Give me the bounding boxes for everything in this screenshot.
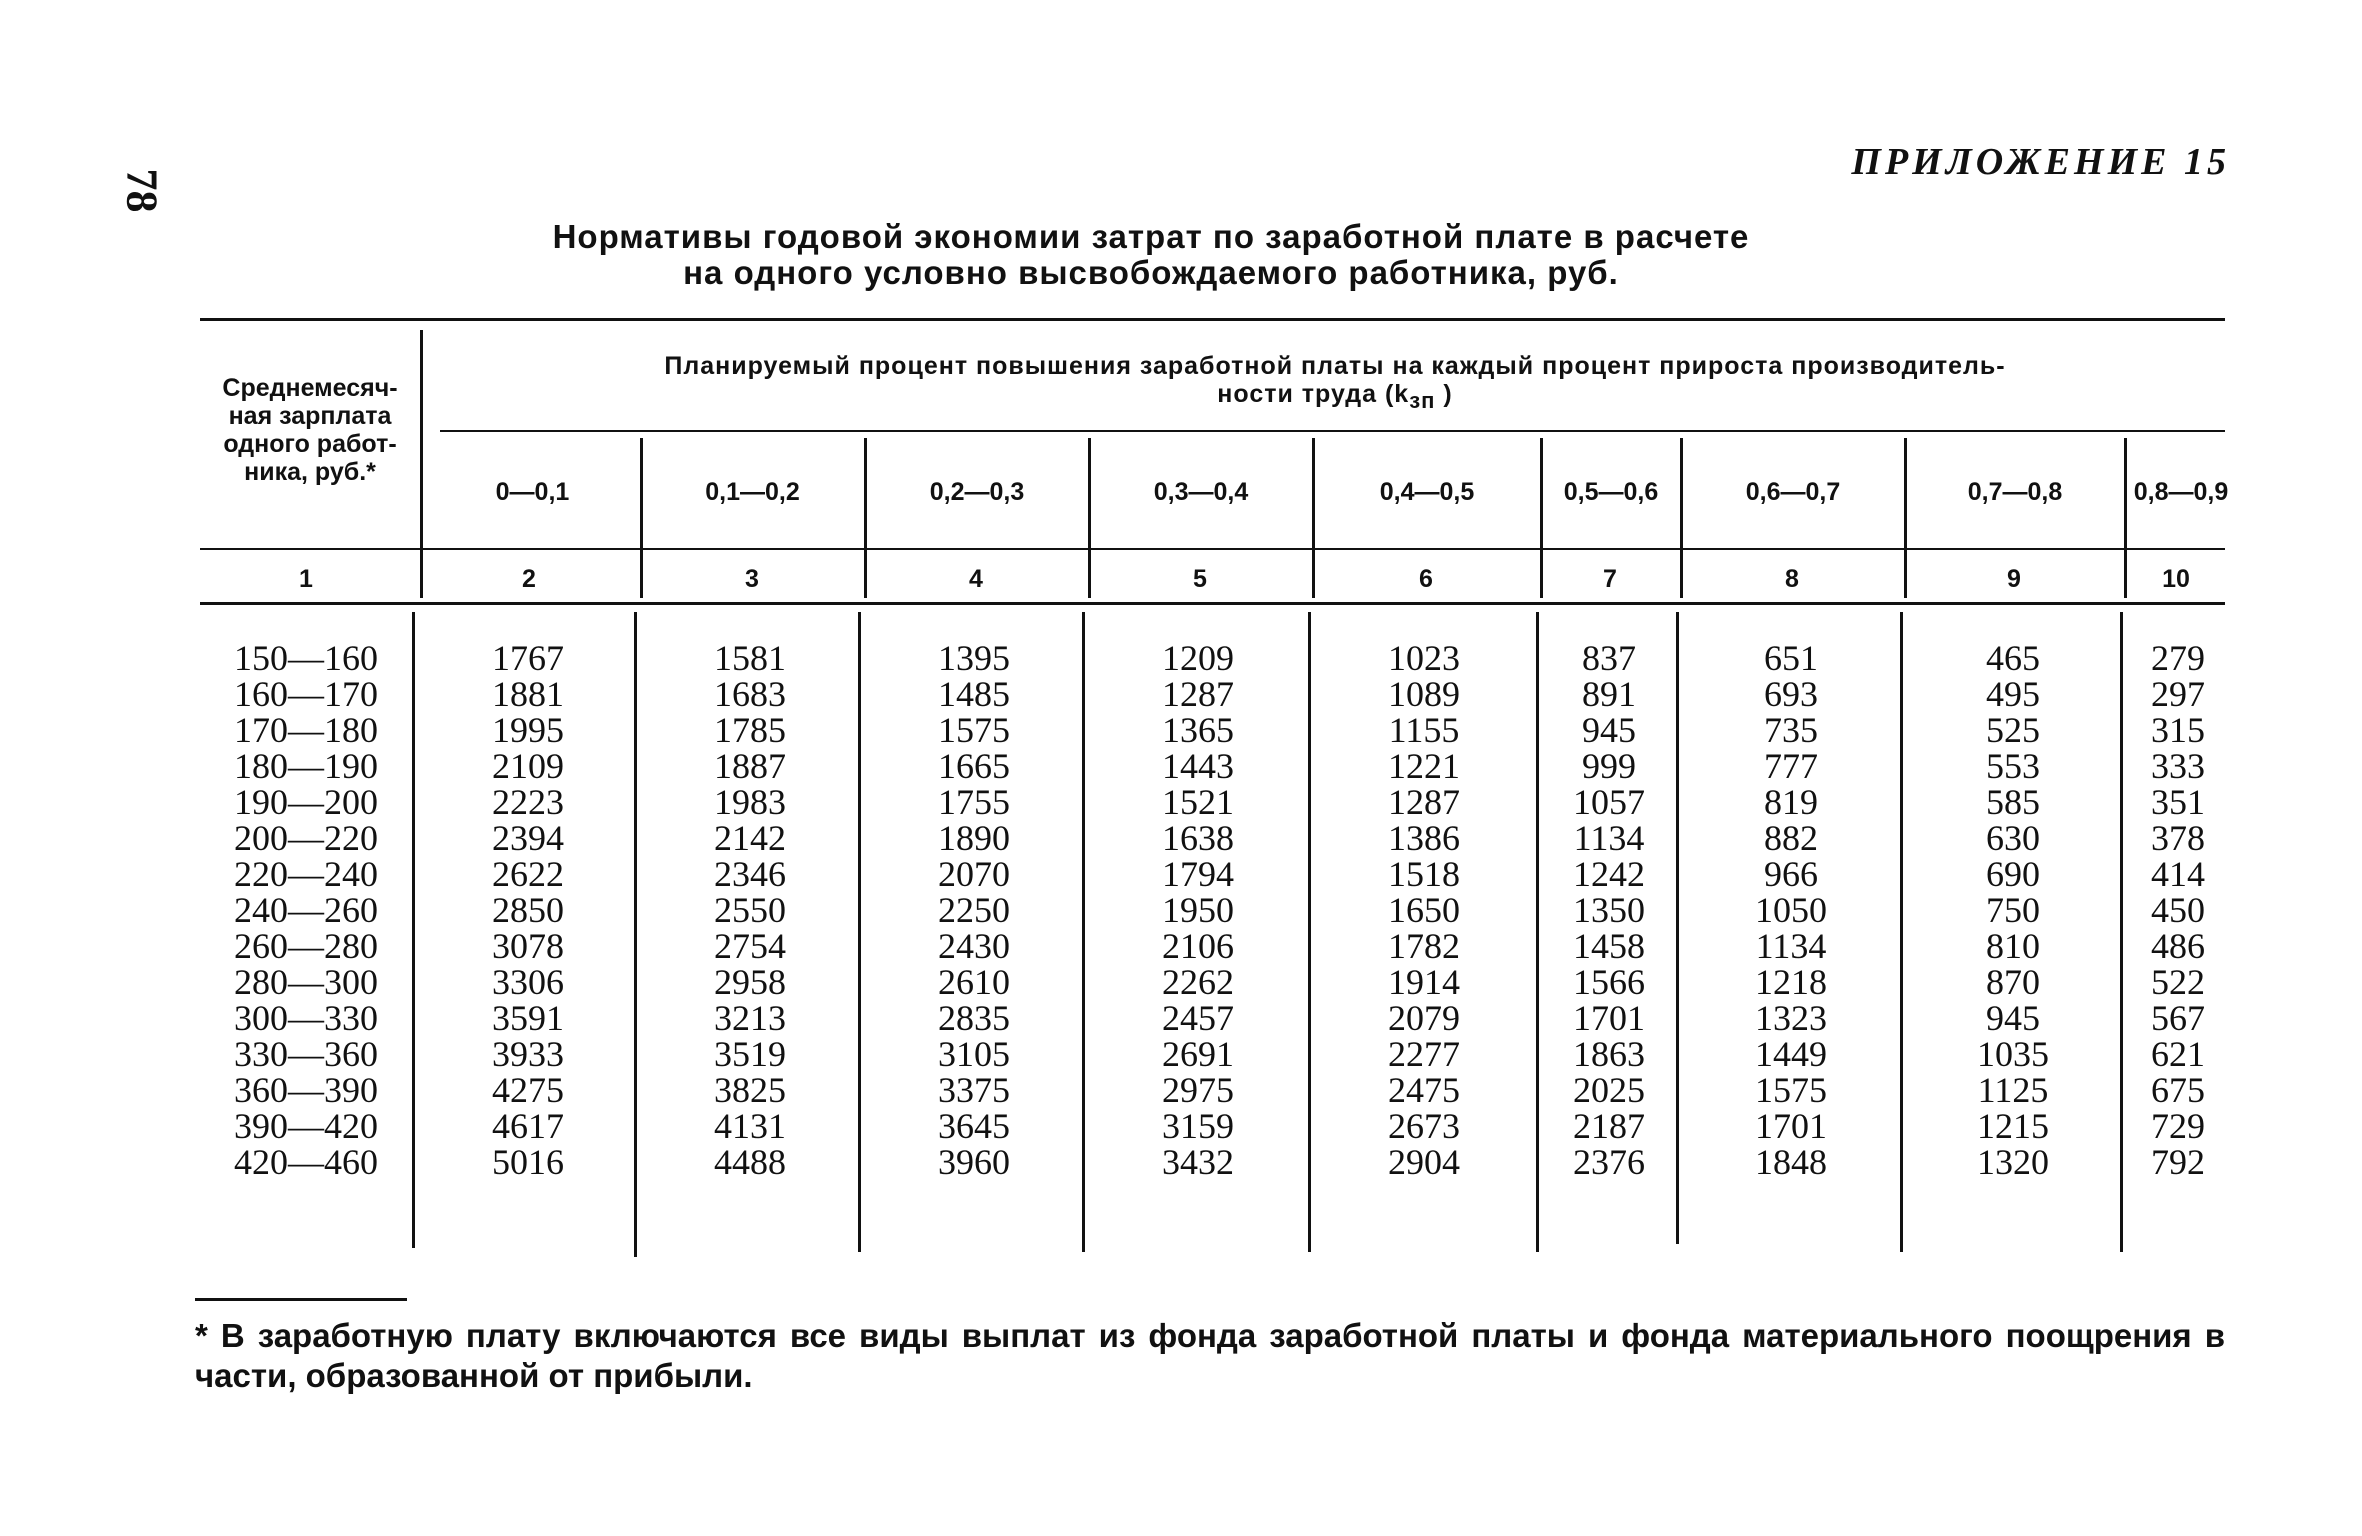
- column-divider: [412, 612, 415, 1248]
- table-cell: 2376: [1573, 1142, 1645, 1182]
- salary-range-cell: 390—420: [234, 1106, 378, 1146]
- value-column: [640, 640, 860, 1180]
- table-cell: 2223: [492, 782, 564, 822]
- table-cell: 2070: [938, 854, 1010, 894]
- value-column: [1540, 640, 1678, 1180]
- salary-range-cell: 160—170: [234, 674, 378, 714]
- table-cell: 729: [2151, 1106, 2205, 1146]
- table-cell: 1218: [1755, 962, 1827, 1002]
- range-header: 0,1—0,2: [705, 478, 800, 506]
- table-cell: 966: [1764, 854, 1818, 894]
- table-cell: 1386: [1388, 818, 1460, 858]
- value-column: [2124, 640, 2232, 1180]
- table-cell: 1848: [1755, 1142, 1827, 1182]
- table-cell: 279: [2151, 638, 2205, 678]
- table-cell: 4131: [714, 1106, 786, 1146]
- table-cell: 1701: [1755, 1106, 1827, 1146]
- table-top-rule: [200, 318, 2225, 321]
- table-cell: 1881: [492, 674, 564, 714]
- table-cell: 1035: [1977, 1034, 2049, 1074]
- table-cell: 1089: [1388, 674, 1460, 714]
- table-cell: 585: [1986, 782, 2040, 822]
- table-cell: 465: [1986, 638, 2040, 678]
- value-column: [1680, 640, 1902, 1180]
- column-number: 3: [745, 565, 759, 593]
- value-column: [420, 640, 636, 1180]
- table-cell: 2550: [714, 890, 786, 930]
- value-column: [864, 640, 1084, 1180]
- table-title-line-1: Нормативы годовой экономии затрат по заработной плате в расчете: [552, 218, 1750, 255]
- table-cell: 3213: [714, 998, 786, 1038]
- table-cell: 735: [1764, 710, 1818, 750]
- table-cell: 810: [1986, 926, 2040, 966]
- table-cell: 3432: [1162, 1142, 1234, 1182]
- table-cell: 1890: [938, 818, 1010, 858]
- table-cell: 1575: [938, 710, 1010, 750]
- table-cell: 1767: [492, 638, 564, 678]
- table-cell: 3159: [1162, 1106, 1234, 1146]
- table-cell: 1518: [1388, 854, 1460, 894]
- salary-range-column: [200, 640, 412, 1180]
- table-cell: 1521: [1162, 782, 1234, 822]
- table-cell: 1701: [1573, 998, 1645, 1038]
- table-cell: 630: [1986, 818, 2040, 858]
- salary-range-cell: 220—240: [234, 854, 378, 894]
- table-cell: 3105: [938, 1034, 1010, 1074]
- table-cell: 495: [1986, 674, 2040, 714]
- table-cell: 2142: [714, 818, 786, 858]
- table-cell: 1458: [1573, 926, 1645, 966]
- range-header: 0,4—0,5: [1379, 478, 1475, 506]
- table-cell: 2079: [1388, 998, 1460, 1038]
- value-column: [1088, 640, 1308, 1180]
- table-cell: 1566: [1573, 962, 1645, 1002]
- salary-column-header: Среднемесяч- ная зарплата одного работ- ника, руб.*: [222, 374, 398, 486]
- table-cell: 999: [1582, 746, 1636, 786]
- table-cell: 1638: [1162, 818, 1234, 858]
- table-cell: 621: [2151, 1034, 2205, 1074]
- table-cell: 1287: [1162, 674, 1234, 714]
- table-cell: 690: [1986, 854, 2040, 894]
- table-cell: 1863: [1573, 1034, 1645, 1074]
- salary-range-cell: 150—160: [234, 638, 378, 678]
- table-cell: 5016: [492, 1142, 564, 1182]
- table-cell: 1794: [1162, 854, 1234, 894]
- value-column: [1312, 640, 1536, 1180]
- table-cell: 3591: [492, 998, 564, 1038]
- table-cell: 486: [2151, 926, 2205, 966]
- table-cell: 792: [2151, 1142, 2205, 1182]
- table-cell: 2610: [938, 962, 1010, 1002]
- table-cell: 1950: [1162, 890, 1234, 930]
- table-cell: 1755: [938, 782, 1010, 822]
- range-header: 0,5—0,6: [1563, 478, 1659, 506]
- table-cell: 2622: [492, 854, 564, 894]
- table-cell: 378: [2151, 818, 2205, 858]
- column-number: 1: [299, 565, 313, 593]
- column-number: 5: [1193, 565, 1207, 593]
- table-cell: 1887: [714, 746, 786, 786]
- table-cell: 2673: [1388, 1106, 1460, 1146]
- table-cell: 1575: [1755, 1070, 1827, 1110]
- table-cell: 2250: [938, 890, 1010, 930]
- table-cell: 315: [2151, 710, 2205, 750]
- table-cell: 3825: [714, 1070, 786, 1110]
- table-cell: 3306: [492, 962, 564, 1002]
- table-cell: 2277: [1388, 1034, 1460, 1074]
- table-cell: 1323: [1755, 998, 1827, 1038]
- table-cell: 4617: [492, 1106, 564, 1146]
- table-cell: 693: [1764, 674, 1818, 714]
- table-cell: 945: [1986, 998, 2040, 1038]
- table-cell: 1443: [1162, 746, 1234, 786]
- table-cell: 819: [1764, 782, 1818, 822]
- table-cell: 3960: [938, 1142, 1010, 1182]
- column-number: 2: [522, 565, 536, 593]
- table-cell: 2475: [1388, 1070, 1460, 1110]
- salary-range-cell: 280—300: [234, 962, 378, 1002]
- table-cell: 1995: [492, 710, 564, 750]
- table-cell: 1221: [1388, 746, 1460, 786]
- range-header: 0—0,1: [495, 478, 570, 506]
- table-cell: 2850: [492, 890, 564, 930]
- table-cell: 3645: [938, 1106, 1010, 1146]
- salary-range-cell: 200—220: [234, 818, 378, 858]
- table-cell: 945: [1582, 710, 1636, 750]
- table-cell: 1350: [1573, 890, 1645, 930]
- salary-range-cell: 330—360: [234, 1034, 378, 1074]
- table-cell: 777: [1764, 746, 1818, 786]
- table-cell: 2904: [1388, 1142, 1460, 1182]
- table-cell: 525: [1986, 710, 2040, 750]
- table-cell: 1365: [1162, 710, 1234, 750]
- table-cell: 1134: [1755, 926, 1827, 966]
- table-cell: 1134: [1573, 818, 1645, 858]
- range-header-rule: [200, 548, 2225, 550]
- table-cell: 450: [2151, 890, 2205, 930]
- table-cell: 4275: [492, 1070, 564, 1110]
- column-divider: [1536, 612, 1539, 1252]
- column-number: 9: [2007, 565, 2021, 593]
- table-cell: 2457: [1162, 998, 1234, 1038]
- table-cell: 553: [1986, 746, 2040, 786]
- table-cell: 1395: [938, 638, 1010, 678]
- table-cell: 414: [2151, 854, 2205, 894]
- table-cell: 2346: [714, 854, 786, 894]
- table-cell: 2754: [714, 926, 786, 966]
- range-header: 0,3—0,4: [1153, 478, 1249, 506]
- table-cell: 1665: [938, 746, 1010, 786]
- table-cell: 891: [1582, 674, 1636, 714]
- range-header: 0,2—0,3: [929, 478, 1025, 506]
- table-cell: 2975: [1162, 1070, 1234, 1110]
- table-cell: 1485: [938, 674, 1010, 714]
- column-number: 4: [969, 565, 983, 593]
- table-cell: 2187: [1573, 1106, 1645, 1146]
- table-cell: 3375: [938, 1070, 1010, 1110]
- column-divider: [1308, 612, 1311, 1252]
- column-number-rule: [200, 602, 2225, 605]
- table-cell: 2835: [938, 998, 1010, 1038]
- table-cell: 2109: [492, 746, 564, 786]
- salary-range-cell: 300—330: [234, 998, 378, 1038]
- table-cell: 870: [1986, 962, 2040, 1002]
- table-cell: 1287: [1388, 782, 1460, 822]
- column-number: 7: [1603, 565, 1617, 593]
- table-cell: 522: [2151, 962, 2205, 1002]
- table-cell: 1320: [1977, 1142, 2049, 1182]
- table-cell: 333: [2151, 746, 2205, 786]
- table-cell: 351: [2151, 782, 2205, 822]
- table-cell: 1057: [1573, 782, 1645, 822]
- group-header-line-2: ности труда ($k_{зп}$ ): [1217, 380, 1453, 413]
- table-cell: 1650: [1388, 890, 1460, 930]
- salary-range-cell: 260—280: [234, 926, 378, 966]
- salary-range-cell: 170—180: [234, 710, 378, 750]
- table-cell: 1914: [1388, 962, 1460, 1002]
- table-cell: 2262: [1162, 962, 1234, 1002]
- table-cell: 1125: [1977, 1070, 2049, 1110]
- table-cell: 1215: [1977, 1106, 2049, 1146]
- table-cell: 3078: [492, 926, 564, 966]
- table-cell: 297: [2151, 674, 2205, 714]
- table-cell: 1449: [1755, 1034, 1827, 1074]
- table-cell: 3519: [714, 1034, 786, 1074]
- footnote-rule: [195, 1298, 407, 1301]
- salary-range-cell: 420—460: [234, 1142, 378, 1182]
- table-cell: 1983: [714, 782, 786, 822]
- table-cell: 1023: [1388, 638, 1460, 678]
- table-cell: 651: [1764, 638, 1818, 678]
- column-number: 10: [2162, 565, 2190, 593]
- table-title-line-2: на одного условно высвобождаемого работника, руб.: [683, 254, 1619, 291]
- value-column: [1904, 640, 2122, 1180]
- range-header: 0,6—0,7: [1745, 478, 1841, 506]
- table-cell: 1683: [714, 674, 786, 714]
- table-cell: 1242: [1573, 854, 1645, 894]
- footnote: * В заработную плату включаются все виды выплат из фонда заработной платы и фонда материального поощрения в части, образованной от прибыли.: [195, 1317, 2225, 1394]
- table-cell: 1785: [714, 710, 786, 750]
- table-cell: 1581: [714, 638, 786, 678]
- table-cell: 2958: [714, 962, 786, 1002]
- table-cell: 567: [2151, 998, 2205, 1038]
- table-cell: 1155: [1388, 710, 1460, 750]
- table-cell: 3933: [492, 1034, 564, 1074]
- table-cell: 750: [1986, 890, 2040, 930]
- salary-range-cell: 240—260: [234, 890, 378, 930]
- table-cell: 882: [1764, 818, 1818, 858]
- page-number: 78: [117, 168, 167, 213]
- salary-range-cell: 360—390: [234, 1070, 378, 1110]
- table-cell: 675: [2151, 1070, 2205, 1110]
- table-cell: 837: [1582, 638, 1636, 678]
- table-cell: 2691: [1162, 1034, 1234, 1074]
- table-cell: 2394: [492, 818, 564, 858]
- table-cell: 2106: [1162, 926, 1234, 966]
- salary-range-cell: 190—200: [234, 782, 378, 822]
- table-cell: 1782: [1388, 926, 1460, 966]
- range-header: 0,7—0,8: [1967, 478, 2063, 506]
- table-cell: 1050: [1755, 890, 1827, 930]
- table-cell: 1209: [1162, 638, 1234, 678]
- salary-range-cell: 180—190: [234, 746, 378, 786]
- table-cell: 2025: [1573, 1070, 1645, 1110]
- group-header-rule: [440, 430, 2225, 432]
- table-cell: 2430: [938, 926, 1010, 966]
- column-number: 6: [1419, 565, 1433, 593]
- appendix-label: ПРИЛОЖЕНИЕ 15: [1851, 141, 2230, 183]
- range-header: 0,8—0,9: [2133, 478, 2229, 506]
- group-header-line-1: Планируемый процент повышения заработной платы на каждый процент прироста производитель-: [664, 352, 2006, 380]
- table-cell: 4488: [714, 1142, 786, 1182]
- group-header: [440, 352, 2230, 415]
- column-number: 8: [1785, 565, 1799, 593]
